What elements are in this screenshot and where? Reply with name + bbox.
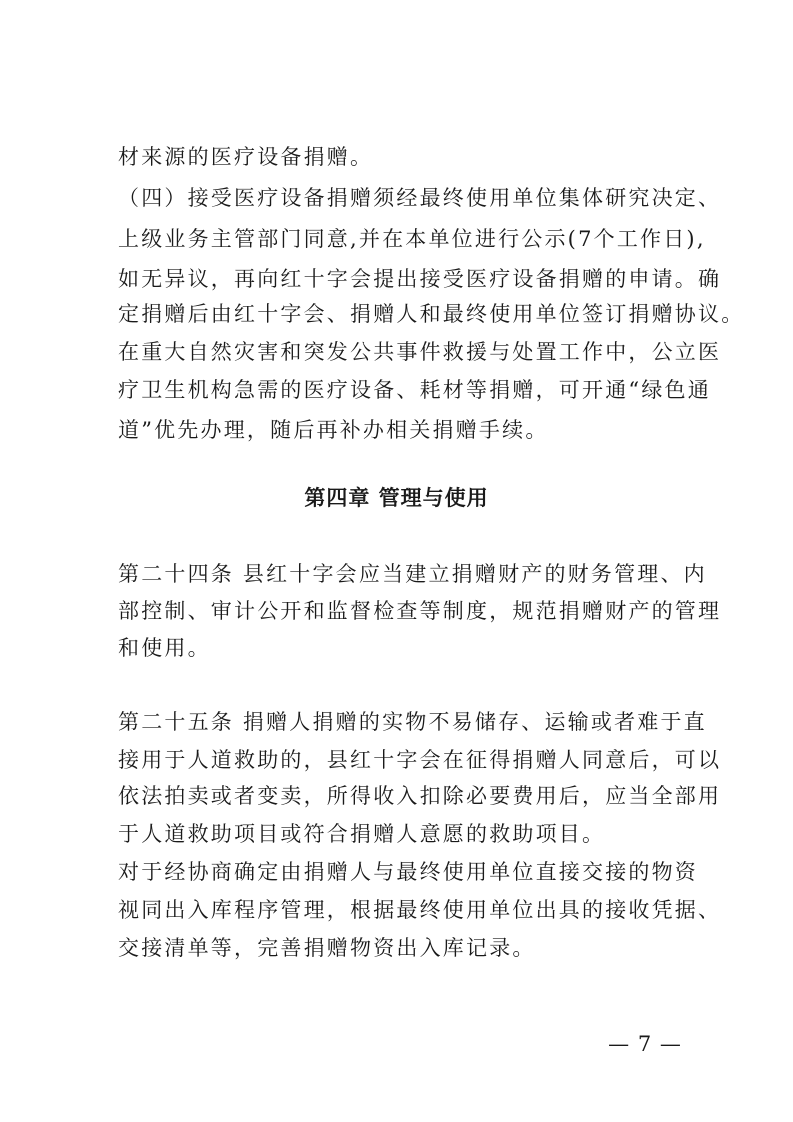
text-line: 部控制、审计公开和监督检查等制度，规范捐赠财产的管理	[118, 599, 722, 623]
text-line: 依法拍卖或者变卖，所得收入扣除必要费用后，应当全部用	[118, 784, 722, 808]
text-line: 视同出入库程序管理，根据最终使用单位出具的接收凭据、	[118, 898, 722, 922]
text-line: 定捐赠后由红十字会、捐赠人和最终使用单位签订捐赠协议。	[118, 302, 745, 326]
text-line: 道”优先办理，随后再补办相关捐赠手续。	[118, 418, 549, 442]
text-line: 疗卫生机构急需的医疗设备、耗材等捐赠，可开通“绿色通	[118, 378, 711, 402]
text-line: 在重大自然灾害和突发公共事件救援与处置工作中，公立医	[118, 340, 722, 364]
text-line: 和使用。	[118, 636, 211, 660]
text-line: 接用于人道救助的，县红十字会在征得捐赠人同意后，可以	[118, 748, 722, 772]
page-number: — 7 —	[608, 1032, 682, 1056]
text-line: 交接清单等，完善捐赠物资出入库记录。	[118, 936, 536, 960]
text-line: 第二十五条 捐赠人捐赠的实物不易储存、运输或者难于直	[118, 710, 707, 734]
chapter-heading: 第四章 管理与使用	[304, 486, 489, 510]
text-line: 材来源的医疗设备捐赠。	[118, 145, 374, 169]
text-line: 于人道救助项目或符合捐赠人意愿的救助项目。	[118, 822, 606, 846]
text-line: 上级业务主管部门同意,并在本单位进行公示(7个工作日),	[118, 227, 706, 251]
text-line: 对于经协商确定由捐赠人与最终使用单位直接交接的物资	[118, 860, 698, 884]
text-line: （四）接受医疗设备捐赠须经最终使用单位集体研究决定、	[118, 186, 722, 210]
text-line: 如无异议，再向红十字会提出接受医疗设备捐赠的申请。确	[118, 267, 722, 291]
text-line: 第二十四条 县红十字会应当建立捐赠财产的财务管理、内	[118, 562, 707, 586]
